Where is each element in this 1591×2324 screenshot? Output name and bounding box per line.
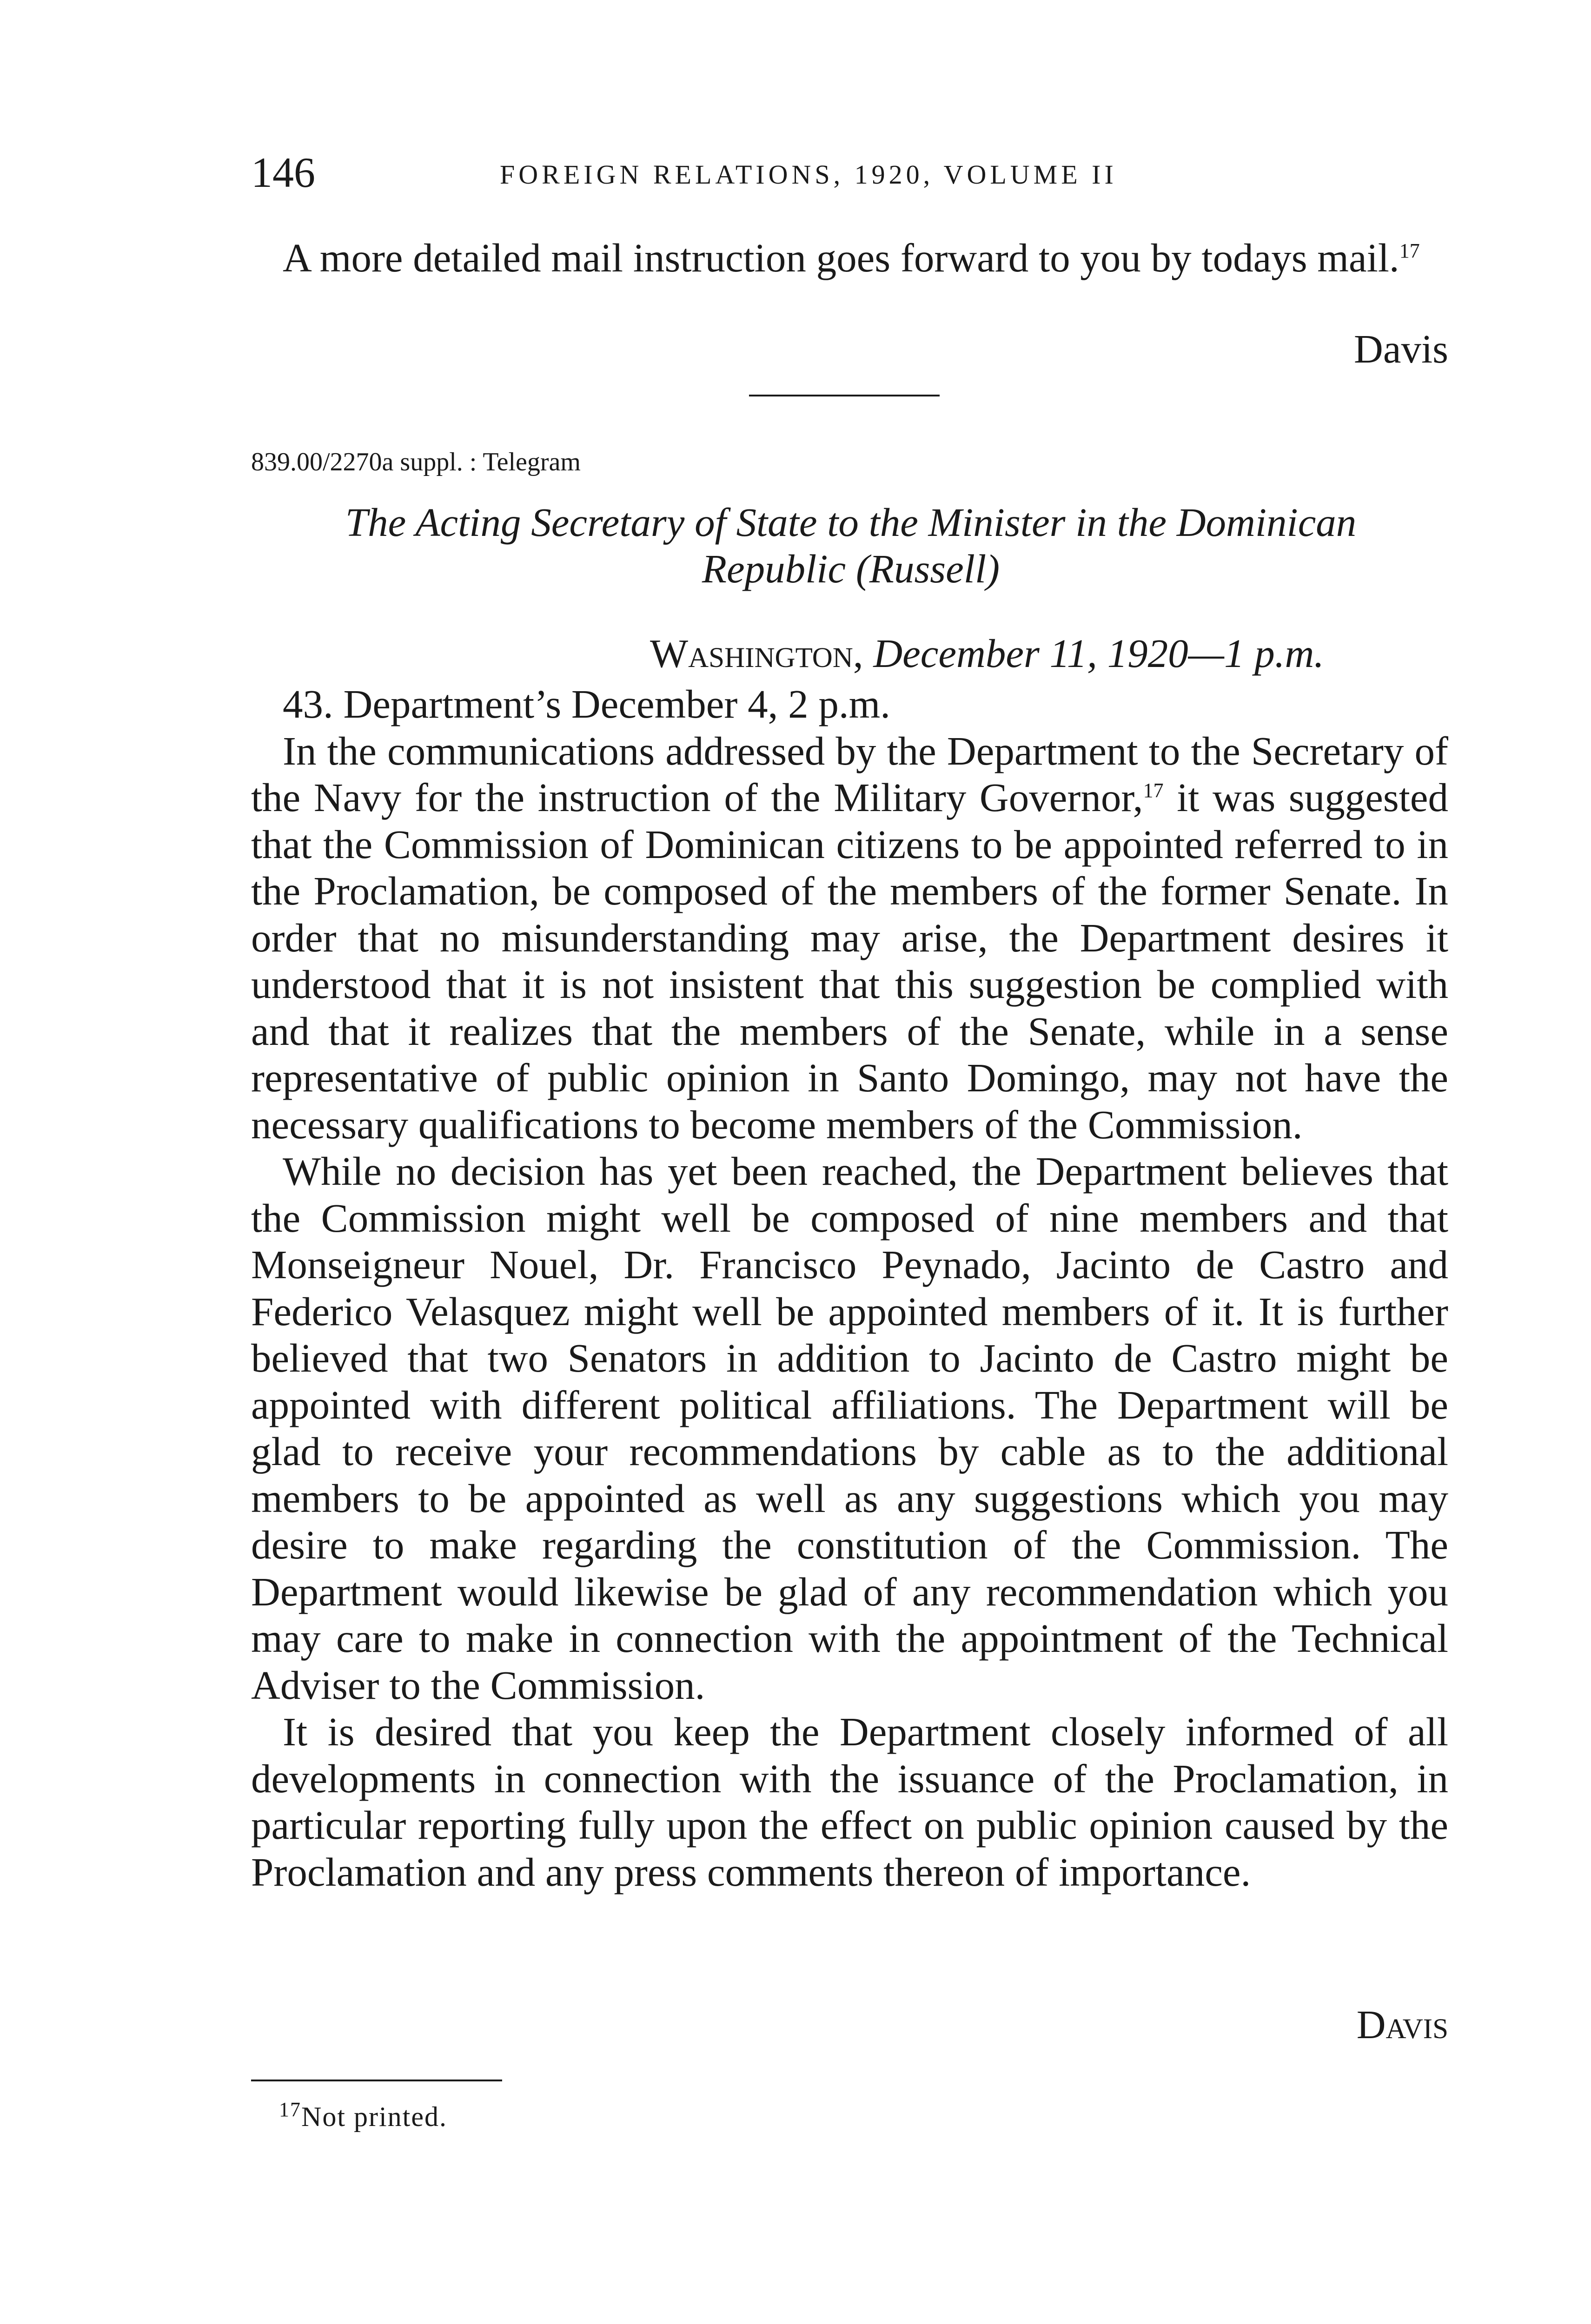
title-line-2: Republic (Russell) [702,546,1000,591]
page-number: 146 [251,149,315,196]
prev-closing-text: A more detailed mail instruction goes forward to you by todays mail. [283,235,1399,280]
footnote [279,2098,447,2133]
footnote-rule [251,2080,502,2081]
dateline-date: December 11, 1920—1 p.m. [873,631,1325,676]
footnote-text: Not printed. [301,2101,447,2132]
document-body [251,681,1448,1895]
dateline [650,630,1324,677]
footnote-number: 17 [279,2098,301,2121]
footnote-ref: 17 [1143,779,1164,802]
reference-line: 43. Department’s December 4, 2 p.m. [283,681,891,726]
running-head [251,148,1460,204]
paragraph-2: While no decision has yet been reached, the Department believes that the Commission might well be composed of nine members and that Monseigneur Nouel, Dr. Francisco Peynado, Jacinto de Castro and Federico Velasquez might well be appointed members of it. It is further believed that two Senators in addition to Jacinto de Castro might be appointed with different political affiliations. The Department will be glad to receive your recommendations by cable as to the additional members to be appointed as well as any suggestions which you may desire to make regarding the constitution of the Commission. The Department would likewise be glad of any recommendation which you may care to make in connection with the appointment of the Technical Adviser to the Commission. [251,1149,1448,1708]
footnote-ref: 17 [1399,239,1420,262]
file-reference: 839.00/2270a suppl. : Telegram [251,448,581,476]
paragraph-3: It is desired that you keep the Department closely informed of all developments in connection with the issuance of the Proclamation, in particular reporting fully upon the effect on public opinion caused by the Proclamation and any press comments thereon of importance. [251,1709,1448,1895]
prev-document-closing [251,235,1448,282]
paragraph-1: In the communications addressed by the Department to the Secretary of the Navy for the instruction of the Military Governor,$^{17}$ it was suggested that the Commission of Dominican citizens to be appointed referred to in the Proclamation, be composed of the members of the former Senate. In order that no misunderstanding may arise, the Department desires it understood that it is not insistent that this suggestion be complied with and that it realizes that the members of the Senate, while in a sense representative of public opinion in Santo Domingo, may not have the necessary qualifications to become members of the Commission. [251,728,1448,1147]
prev-signature: Davis [1354,326,1448,371]
document-title [274,499,1427,592]
running-title: FOREIGN RELATIONS, 1920, VOLUME II [500,159,1117,190]
signature: Davis [1356,2002,1448,2047]
section-divider [749,395,940,396]
dateline-place: Washington, [650,631,863,676]
title-line-1: The Acting Secretary of State to the Minister in the Dominican [345,500,1357,545]
